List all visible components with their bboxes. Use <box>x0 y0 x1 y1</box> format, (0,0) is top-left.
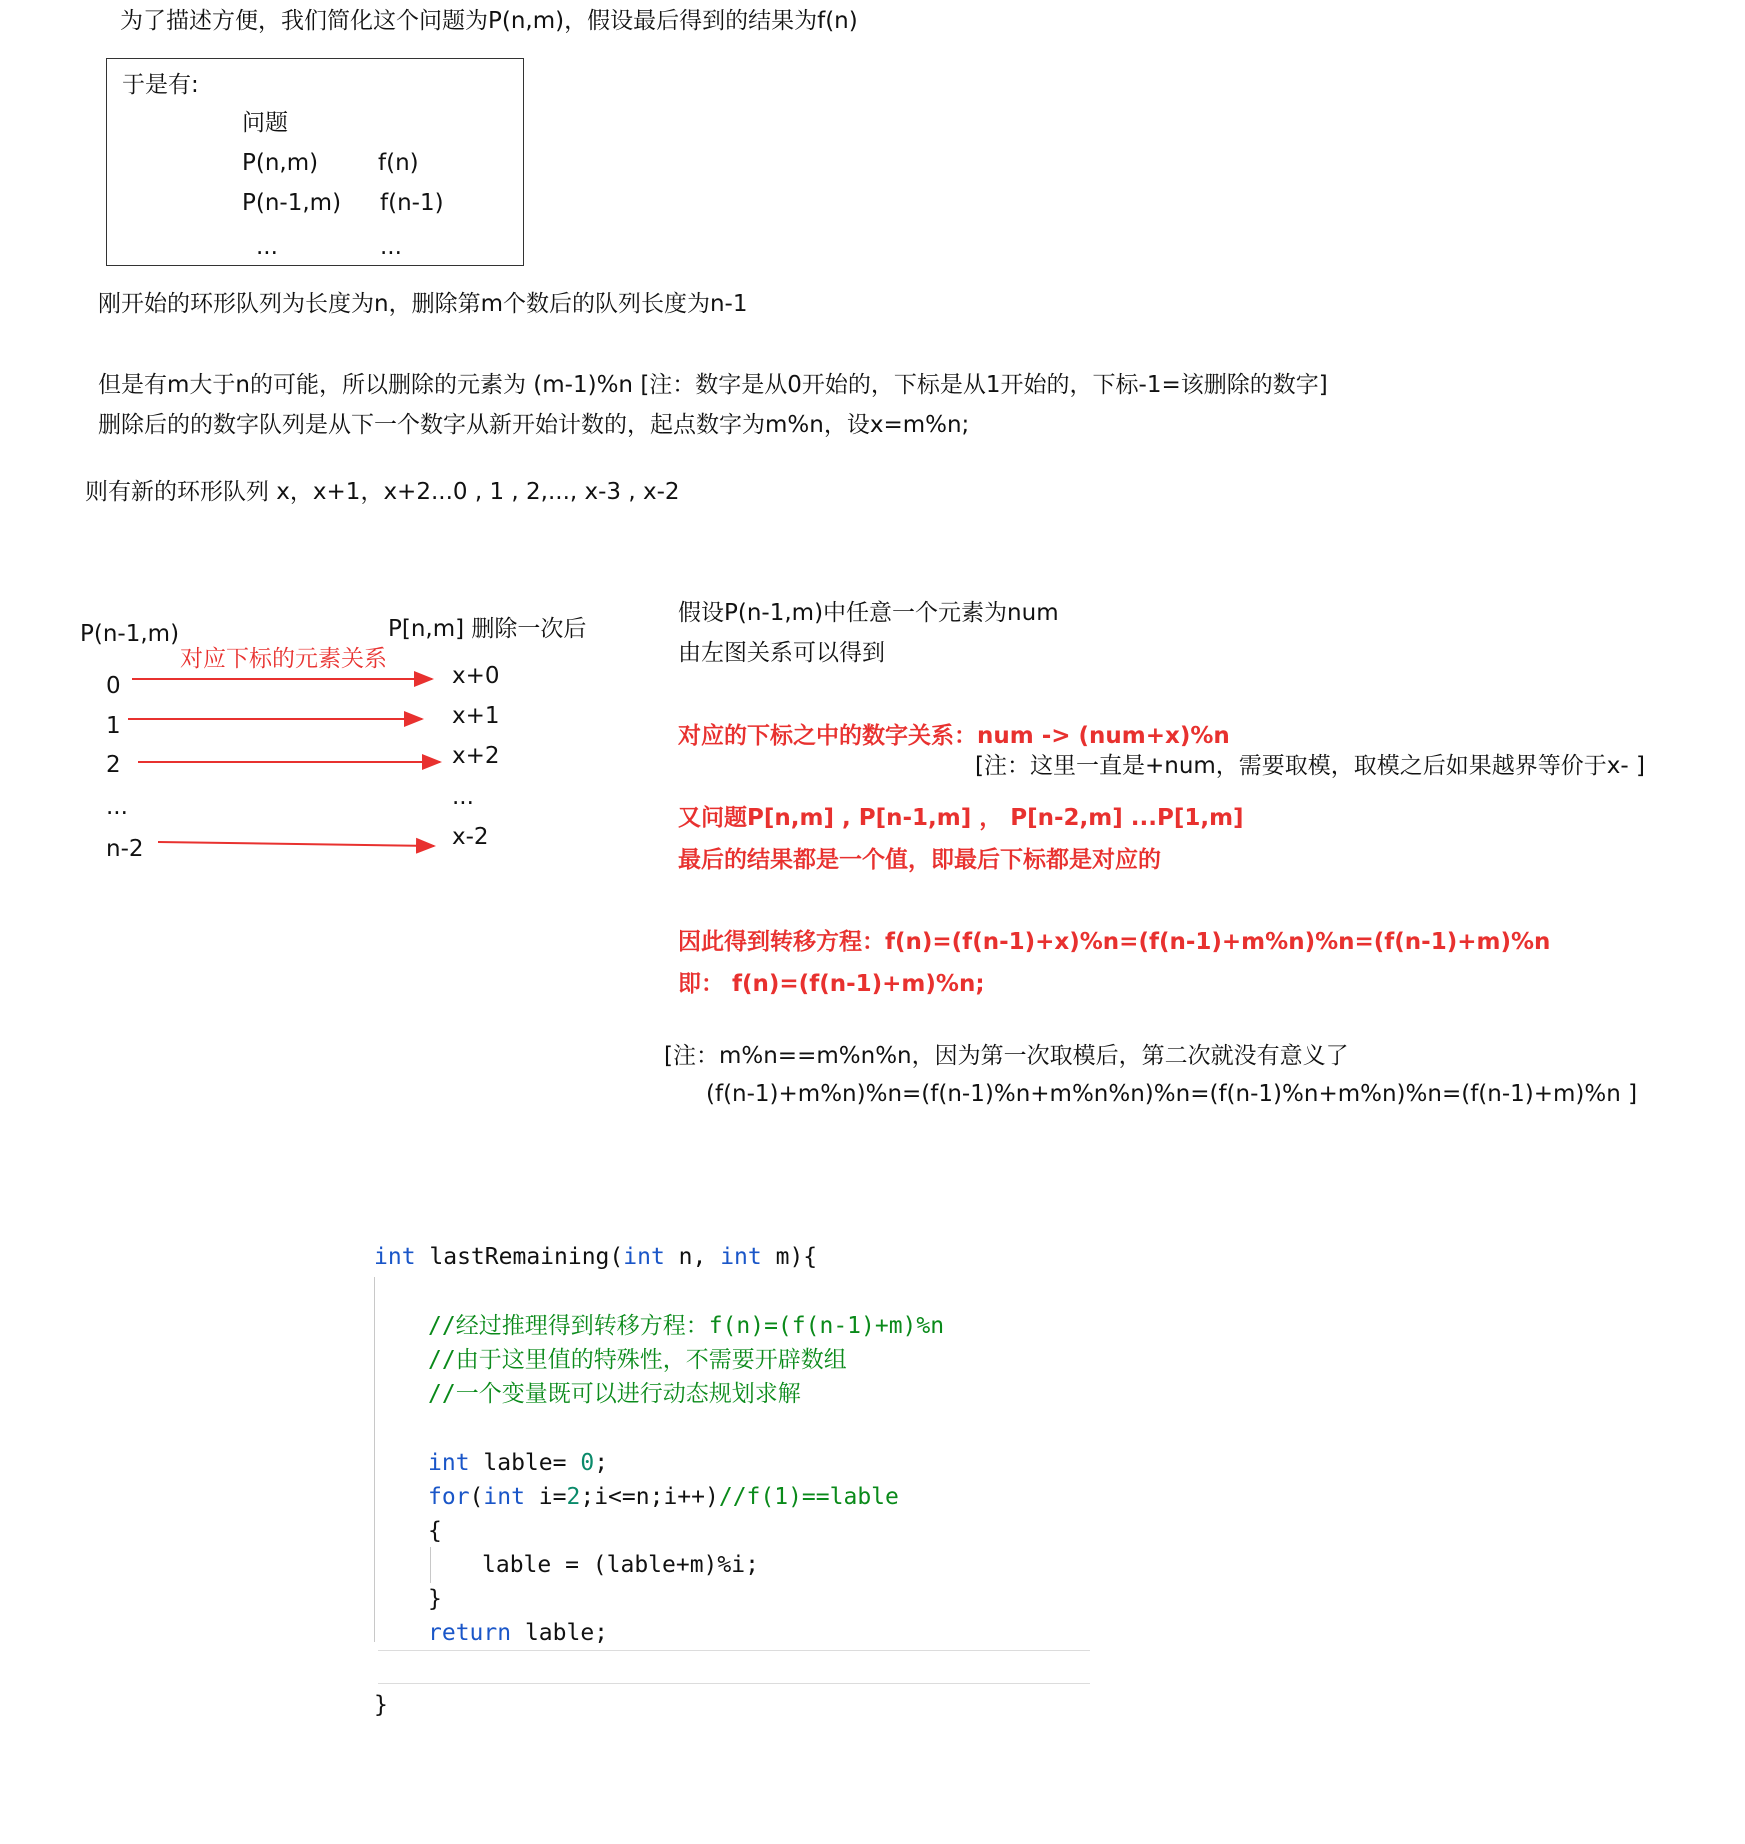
code-brace-open: { <box>428 1518 442 1544</box>
code-separator <box>378 1650 1090 1651</box>
red-line-1: 对应的下标之中的数字关系：num -> (num+x)%n <box>678 723 1230 749</box>
param-n: n, <box>664 1244 721 1270</box>
keyword-int: int <box>623 1244 665 1270</box>
code-end-brace: } <box>374 1692 388 1718</box>
param-m: m){ <box>761 1244 818 1270</box>
diagram-left-item: 0 <box>106 673 121 699</box>
relation-arrow <box>158 842 434 846</box>
for-mid: i= <box>524 1484 567 1510</box>
for-rest: ;i<=n;i++) <box>580 1484 719 1510</box>
diagram-left-item: 1 <box>106 713 121 739</box>
code-comment-2: //由于这里值的特殊性，不需要开辟数组 <box>428 1347 847 1373</box>
paragraph-2: 但是有m大于n的可能，所以删除的元素为 (m-1)%n [注：数字是从0开始的，下标是从1开始的，下标-1=该删除的数字] <box>98 372 1328 398</box>
note-line-1: [注：这里一直是+num，需要取模，取模之后如果越界等价于x- ] <box>975 753 1645 779</box>
code-body: lable = (lable+m)%i; <box>482 1552 759 1578</box>
note-line-2: [注：m%n==m%n%n，因为第一次取模后，第二次就没有意义了 <box>664 1043 1349 1069</box>
code-indent-guide <box>374 1277 375 1642</box>
box-row-left: P(n-1,m) <box>242 190 342 216</box>
code-for-loop <box>428 1482 899 1512</box>
diagram-right-item: x+0 <box>452 663 500 689</box>
decl-var: lable= <box>469 1450 581 1476</box>
paragraph-1: 刚开始的环形队列为长度为n，删除第m个数后的队列长度为n-1 <box>98 291 748 317</box>
red-line-4: 因此得到转移方程：f(n)=(f(n-1)+x)%n=(f(n-1)+m%n)%n=(f(n-1)+m)%n <box>678 929 1551 955</box>
box-row-right: f(n-1) <box>380 190 444 216</box>
diagram-right-title: P[n,m] 删除一次后 <box>388 616 587 642</box>
right-line-2: 由左图关系可以得到 <box>678 640 885 666</box>
diagram-right-item: ... <box>452 784 474 810</box>
code-comment-1: //经过推理得到转移方程：f(n)=(f(n-1)+m)%n <box>428 1313 945 1339</box>
diagram-left-item: n-2 <box>106 836 144 862</box>
box-row-left: P(n,m) <box>242 150 319 176</box>
diagram-relation-label: 对应下标的元素关系 <box>180 646 387 672</box>
code-comment-3: //一个变量既可以进行动态规划求解 <box>428 1381 801 1407</box>
for-open: ( <box>469 1484 484 1510</box>
keyword-int: int <box>374 1244 416 1270</box>
decl-number: 0 <box>580 1450 595 1476</box>
red-line-3: 最后的结果都是一个值，即最后下标都是对应的 <box>678 847 1161 873</box>
return-value: lable; <box>511 1620 609 1646</box>
diagram-left-item: 2 <box>106 752 121 778</box>
code-separator <box>378 1683 1090 1684</box>
box-row-left: ... <box>256 234 278 260</box>
intro-text: 为了描述方便，我们简化这个问题为P(n,m)，假设最后得到的结果为f(n) <box>120 8 858 34</box>
keyword-return: return <box>428 1620 512 1646</box>
decl-end: ; <box>594 1450 609 1476</box>
diagram-left-title: P(n-1,m) <box>80 621 180 647</box>
diagram-right-item: x-2 <box>452 824 489 850</box>
keyword-int: int <box>720 1244 762 1270</box>
code-signature <box>374 1242 817 1272</box>
diagram-right-item: x+2 <box>452 743 500 769</box>
function-name: lastRemaining( <box>415 1244 624 1270</box>
keyword-for: for <box>428 1484 470 1510</box>
box-row-right: f(n) <box>378 150 419 176</box>
box-header: 问题 <box>242 110 288 136</box>
box-title: 于是有: <box>122 72 199 98</box>
red-line-5: 即： f(n)=(f(n-1)+m)%n; <box>678 971 985 997</box>
right-line-1: 假设P(n-1,m)中任意一个元素为num <box>678 600 1059 626</box>
keyword-int: int <box>428 1450 470 1476</box>
red-line-2: 又问题P[n,m] , P[n-1,m] ， P[n-2,m] ...P[1,m] <box>678 805 1244 831</box>
paragraph-3: 删除后的的数字队列是从下一个数字从新开始计数的，起点数字为m%n，设x=m%n; <box>98 412 970 438</box>
code-return <box>428 1618 608 1648</box>
keyword-int: int <box>483 1484 525 1510</box>
diagram-right-item: x+1 <box>452 703 500 729</box>
paragraph-4: 则有新的环形队列 x，x+1，x+2...0 , 1 , 2,..., x-3 , x-2 <box>85 479 680 505</box>
note-line-3: (f(n-1)+m%n)%n=(f(n-1)%n+m%n%n)%n=(f(n-1)%n+m%n)%n=(f(n-1)+m)%n ] <box>706 1081 1638 1107</box>
box-row-right: ... <box>380 234 402 260</box>
code-indent-guide <box>430 1547 431 1583</box>
for-comment: //f(1)==lable <box>718 1484 899 1510</box>
code-declaration <box>428 1448 608 1478</box>
for-number: 2 <box>566 1484 581 1510</box>
code-brace-close: } <box>428 1586 442 1612</box>
diagram-left-item: ... <box>106 794 128 820</box>
